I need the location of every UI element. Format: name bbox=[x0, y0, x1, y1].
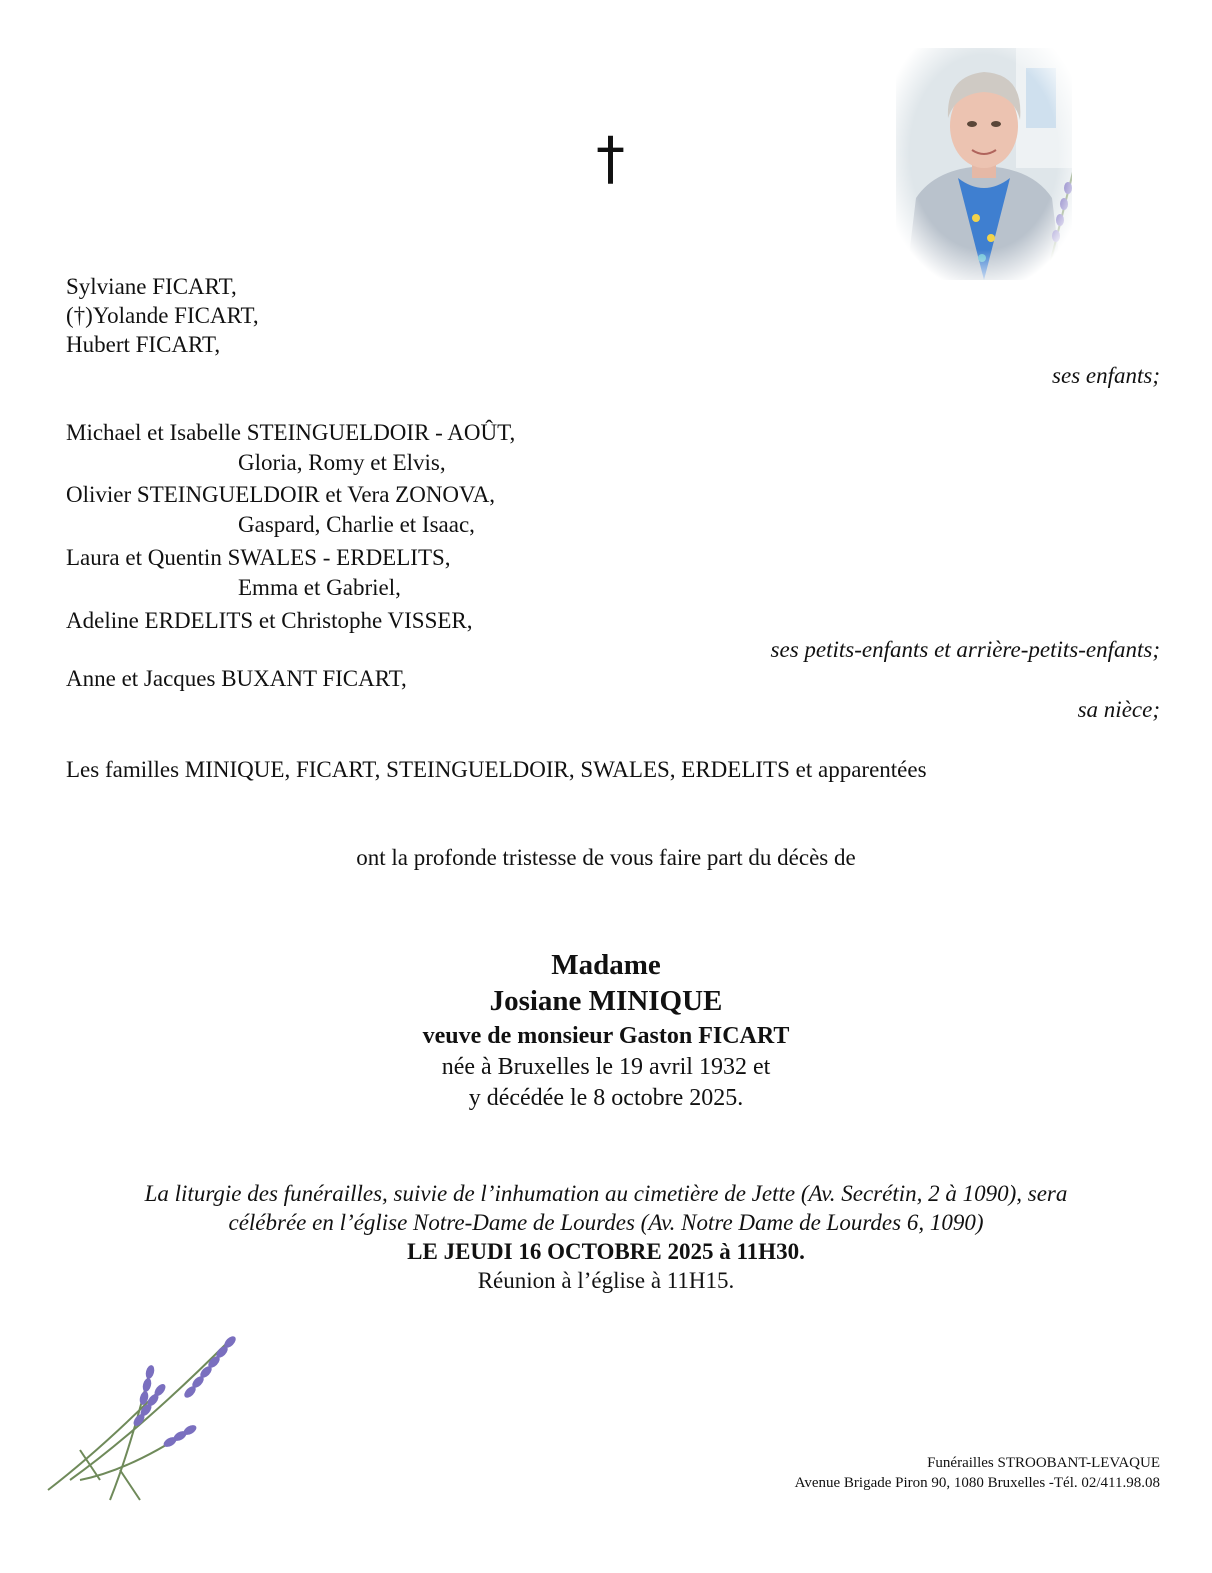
cross-icon: † bbox=[596, 124, 625, 192]
grandchild-line-3: Olivier STEINGUELDOIR et Vera ZONOVA, bbox=[66, 482, 496, 507]
niece-relation: sa nièce; bbox=[1077, 697, 1160, 722]
grandchild-line-1: Michael et Isabelle STEINGUELDOIR - AOÛT, bbox=[66, 420, 516, 445]
families-line: Les familles MINIQUE, FICART, STEINGUELDOIR, SWALES, ERDELITS et apparentées bbox=[66, 757, 927, 782]
deceased-death: y décédée le 8 octobre 2025. bbox=[468, 1085, 744, 1111]
deceased-birth: née à Bruxelles le 19 avril 1932 et bbox=[441, 1054, 771, 1080]
funeral-line-2: célébrée en l’église Notre-Dame de Lourdes (Av. Notre Dame de Lourdes 6, 1090) bbox=[228, 1210, 984, 1235]
deceased-spouse: veuve de monsieur Gaston FICART bbox=[422, 1023, 790, 1049]
children-relation: ses enfants; bbox=[1052, 363, 1160, 388]
grandchild-line-6: Emma et Gabriel, bbox=[238, 575, 401, 600]
funeral-meeting: Réunion à l’église à 11H15. bbox=[477, 1268, 735, 1293]
child-line-3: Hubert FICART, bbox=[66, 332, 221, 357]
grandchild-line-5: Laura et Quentin SWALES - ERDELITS, bbox=[66, 545, 451, 570]
grandchild-line-7: Adeline ERDELITS et Christophe VISSER, bbox=[66, 608, 473, 633]
funeral-date: LE JEUDI 16 OCTOBRE 2025 à 11H30. bbox=[407, 1239, 805, 1264]
deceased-name: Josiane MINIQUE bbox=[489, 985, 723, 1017]
portrait-photo bbox=[896, 48, 1072, 280]
footer-company: Funérailles STROOBANT-LEVAQUE bbox=[927, 1455, 1160, 1471]
funeral-line-1: La liturgie des funérailles, suivie de l’inhumation au cimetière de Jette (Av. Secrétin, 2 à 1090), sera bbox=[144, 1181, 1068, 1206]
niece-line: Anne et Jacques BUXANT FICART, bbox=[66, 666, 407, 691]
child-line-2: (†)Yolande FICART, bbox=[66, 303, 259, 328]
grandchildren-relation: ses petits-enfants et arrière-petits-enfants; bbox=[770, 637, 1160, 662]
deceased-title: Madame bbox=[551, 949, 661, 981]
grandchild-line-2: Gloria, Romy et Elvis, bbox=[238, 450, 446, 475]
child-line-1: Sylviane FICART, bbox=[66, 274, 237, 299]
footer-address: Avenue Brigade Piron 90, 1080 Bruxelles -Tél. 02/411.98.08 bbox=[794, 1475, 1160, 1491]
announcement-text: ont la profonde tristesse de vous faire part du décès de bbox=[356, 845, 856, 870]
grandchild-line-4: Gaspard, Charlie et Isaac, bbox=[238, 512, 475, 537]
lavender-illustration bbox=[40, 1330, 250, 1520]
